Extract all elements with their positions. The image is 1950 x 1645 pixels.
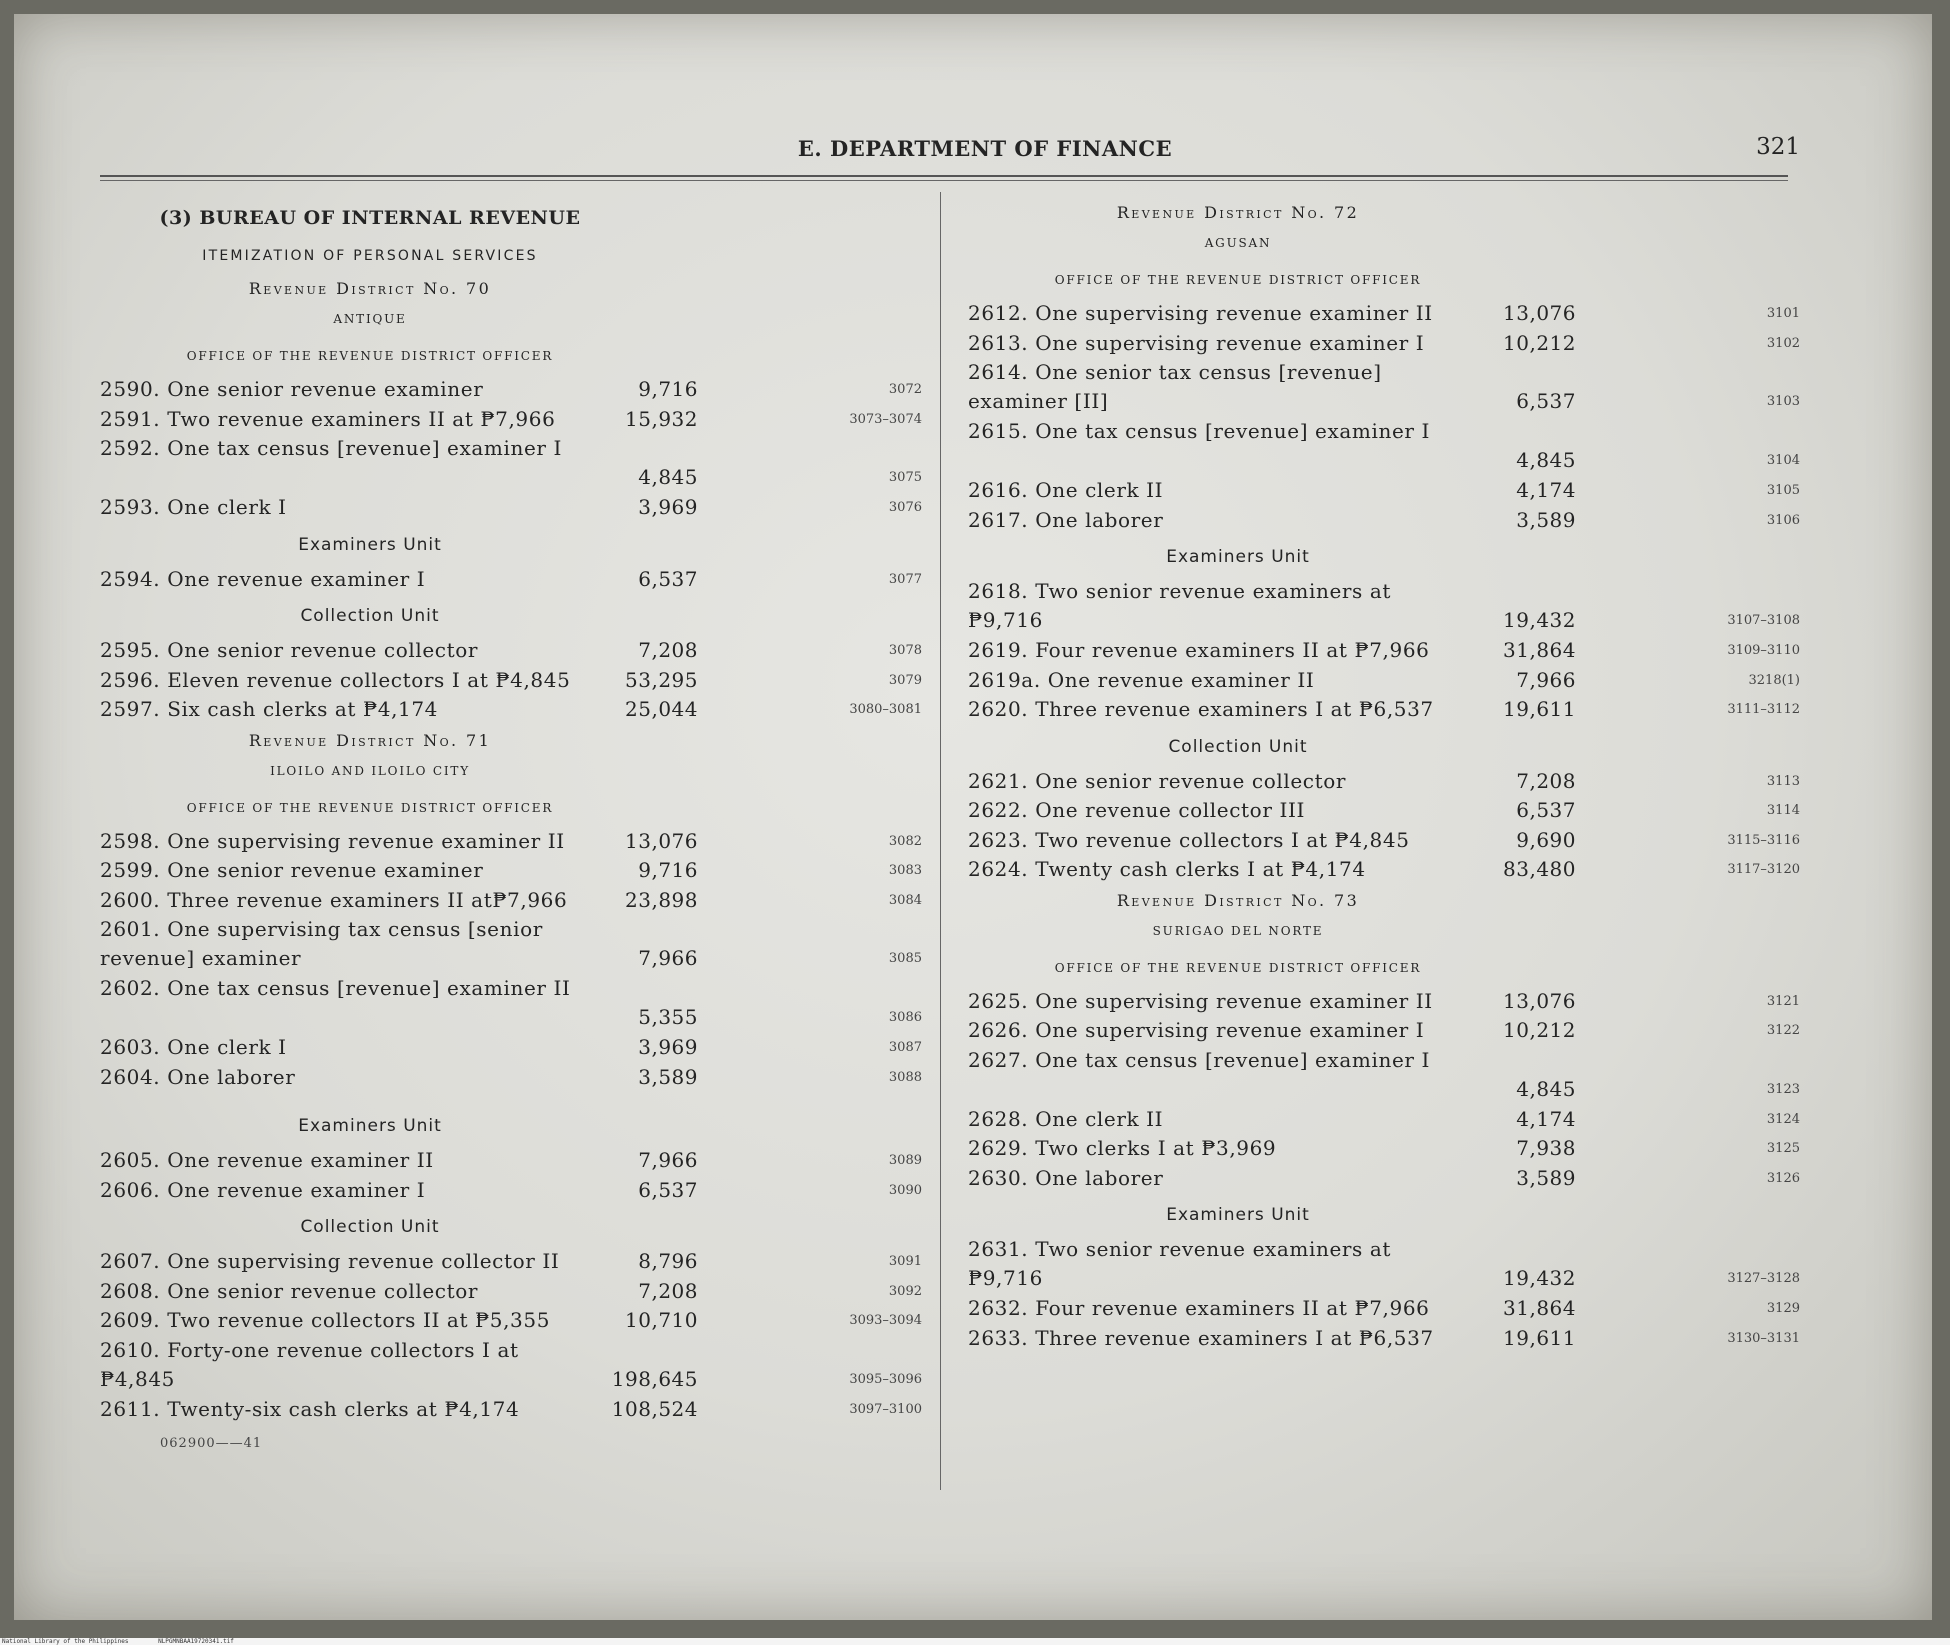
item-description: 2625. One supervising revenue examiner II <box>968 988 1433 1013</box>
item-code: 3089 <box>888 1153 922 1168</box>
item-code: 3092 <box>888 1283 922 1299</box>
item-description: 2614. One senior tax census [revenue] examiner [II] <box>968 360 1382 413</box>
library-credit: National Library of the Philippines <box>2 1638 129 1645</box>
line-item <box>968 417 1800 476</box>
line-item <box>100 434 922 493</box>
line-item <box>968 695 1800 725</box>
item-amount: 3,589 <box>1516 507 1576 532</box>
item-description: 2628. One clerk II <box>968 1106 1164 1131</box>
item-description: 2608. One senior revenue collector <box>100 1278 479 1303</box>
item-amount: 7,938 <box>1516 1136 1576 1160</box>
item-code: 3102 <box>1766 335 1800 351</box>
item-description: 2605. One revenue examiner II <box>100 1148 434 1172</box>
line-item <box>968 636 1800 666</box>
item-description: 2594. One revenue examiner I <box>100 566 426 591</box>
right-column <box>968 197 1800 1353</box>
line-item <box>968 1016 1800 1046</box>
line-item <box>100 856 922 886</box>
item-code: 3113 <box>1766 773 1800 789</box>
line-item <box>100 886 922 916</box>
item-code: 3117–3120 <box>1727 862 1800 877</box>
office-heading: OFFICE OF THE REVENUE DISTRICT OFFICER <box>1054 273 1422 287</box>
item-code: 3121 <box>1766 993 1800 1009</box>
itemization-heading: ITEMIZATION OF PERSONAL SERVICES <box>202 248 538 264</box>
item-code: 3126 <box>1766 1170 1800 1186</box>
print-code: 062900——41 <box>160 1436 263 1451</box>
line-item <box>968 476 1800 506</box>
line-item <box>100 1176 922 1206</box>
district-place: AGUSAN <box>1204 236 1272 250</box>
unit-heading: Examiners Unit <box>1166 1205 1310 1225</box>
line-item <box>100 1247 922 1277</box>
item-description: 2601. One supervising tax census [senior revenue] examiner <box>100 917 543 970</box>
unit-heading: Examiners Unit <box>298 1116 442 1136</box>
item-amount: 7,966 <box>638 1148 698 1172</box>
item-code: 3086 <box>888 1010 922 1025</box>
line-item <box>968 1046 1800 1105</box>
item-description: 2611. Twenty-six cash clerks at ₱4,174 <box>100 1396 520 1421</box>
item-description: 2620. Three revenue examiners I at ₱6,537 <box>968 697 1434 721</box>
item-amount: 10,212 <box>1503 1018 1576 1042</box>
item-description: 2593. One clerk I <box>100 495 287 519</box>
line-item <box>100 565 922 595</box>
line-item <box>100 1336 922 1395</box>
item-description: 2615. One tax census [revenue] examiner I <box>968 419 1430 443</box>
item-description: 2595. One senior revenue collector <box>100 638 479 662</box>
district-heading: Revenue District No. 72 <box>1116 203 1360 222</box>
header-rule <box>100 175 1788 177</box>
line-item <box>100 405 922 435</box>
item-description: 2590. One senior revenue examiner <box>100 377 484 401</box>
item-amount: 198,645 <box>611 1366 698 1391</box>
office-heading: OFFICE OF THE REVENUE DISTRICT OFFICER <box>186 800 554 815</box>
item-code: 3078 <box>888 643 922 658</box>
item-amount: 7,208 <box>638 1278 698 1303</box>
item-code: 3105 <box>1766 483 1800 498</box>
line-item <box>100 1277 922 1307</box>
district-heading: Revenue District No. 71 <box>248 730 492 750</box>
item-code: 3093–3094 <box>849 1313 922 1328</box>
item-amount: 19,611 <box>1503 1325 1576 1350</box>
left-column <box>100 197 922 1451</box>
item-description: 2598. One supervising revenue examiner II <box>100 828 565 853</box>
page-title: E. DEPARTMENT OF FINANCE <box>797 136 1173 161</box>
item-list <box>100 565 922 595</box>
unit-heading: Collection Unit <box>300 606 440 626</box>
item-description: 2600. Three revenue examiners II at₱7,966 <box>100 887 568 912</box>
line-item <box>968 299 1800 329</box>
item-description: 2609. Two revenue collectors II at ₱5,355 <box>100 1308 551 1332</box>
item-list <box>968 577 1800 725</box>
item-list <box>100 375 922 523</box>
line-item <box>968 329 1800 359</box>
item-list <box>100 1146 922 1205</box>
scan-filename: NLPGMNBAA19720341.tif <box>158 1638 234 1645</box>
item-amount: 9,716 <box>638 858 698 882</box>
district-place: ANTIQUE <box>333 312 407 326</box>
line-item <box>968 358 1800 417</box>
item-amount: 3,589 <box>1516 1165 1576 1190</box>
line-item <box>100 1063 922 1093</box>
item-amount: 9,716 <box>638 377 698 401</box>
line-item <box>100 1306 922 1336</box>
item-description: 2633. Three revenue examiners I at ₱6,537 <box>968 1325 1434 1350</box>
item-description: 2604. One laborer <box>100 1064 296 1089</box>
item-description: 2630. One laborer <box>968 1165 1164 1190</box>
item-code: 3072 <box>888 382 922 397</box>
item-description: 2606. One revenue examiner I <box>100 1177 426 1202</box>
item-amount: 7,966 <box>1516 667 1576 692</box>
unit-heading: Collection Unit <box>1168 736 1308 757</box>
item-amount: 13,076 <box>625 828 698 853</box>
item-amount: 25,044 <box>625 697 698 721</box>
line-item <box>100 974 922 1033</box>
line-item <box>968 1105 1800 1135</box>
item-code: 3106 <box>1766 512 1800 528</box>
line-item <box>968 577 1800 636</box>
line-item <box>100 666 922 696</box>
item-code: 3087 <box>888 1040 922 1055</box>
line-item <box>968 1324 1800 1354</box>
item-amount: 19,432 <box>1503 1266 1576 1290</box>
item-description: 2612. One supervising revenue examiner II <box>968 301 1433 325</box>
item-amount: 108,524 <box>611 1396 698 1421</box>
item-code: 3107–3108 <box>1727 613 1800 628</box>
item-amount: 3,969 <box>638 1035 698 1059</box>
unit-heading: Examiners Unit <box>298 534 442 555</box>
page-number: 321 <box>1756 134 1800 160</box>
item-code: 3084 <box>888 892 922 908</box>
office-heading: OFFICE OF THE REVENUE DISTRICT OFFICER <box>186 349 554 363</box>
line-item <box>968 1164 1800 1194</box>
item-amount: 7,966 <box>638 946 698 970</box>
district-place: ILOILO AND ILOILO CITY <box>270 763 470 778</box>
item-description: 2621. One senior revenue collector <box>968 768 1347 793</box>
item-description: 2627. One tax census [revenue] examiner I <box>968 1047 1430 1072</box>
item-description: 2619a. One revenue examiner II <box>968 667 1315 692</box>
item-amount: 23,898 <box>625 887 698 912</box>
item-description: 2603. One clerk I <box>100 1035 287 1059</box>
line-item <box>100 827 922 857</box>
item-code: 3111–3112 <box>1727 702 1800 717</box>
item-code: 3075 <box>888 470 922 485</box>
line-item <box>968 666 1800 696</box>
district-heading: Revenue District No. 73 <box>1116 890 1360 910</box>
item-code: 3080–3081 <box>849 702 922 717</box>
item-amount: 15,932 <box>625 406 698 431</box>
item-code: 3109–3110 <box>1727 643 1800 658</box>
item-amount: 31,864 <box>1503 638 1576 662</box>
item-code: 3090 <box>888 1182 922 1198</box>
item-amount: 5,355 <box>638 1005 698 1029</box>
item-amount: 83,480 <box>1503 857 1576 881</box>
item-amount: 4,174 <box>1516 478 1576 502</box>
item-description: 2602. One tax census [revenue] examiner II <box>100 976 571 1000</box>
item-description: 2596. Eleven revenue collectors I at ₱4,845 <box>100 667 571 692</box>
item-code: 3083 <box>888 863 922 878</box>
item-description: 2631. Two senior revenue examiners at ₱9,716 <box>968 1237 1392 1290</box>
item-description: 2618. Two senior revenue examiners at ₱9,716 <box>968 579 1392 632</box>
item-description: 2617. One laborer <box>968 507 1164 532</box>
line-item <box>100 375 922 405</box>
line-item <box>968 1294 1800 1324</box>
item-list <box>968 767 1800 885</box>
line-item <box>968 1134 1800 1164</box>
item-description: 2629. Two clerks I at ₱3,969 <box>968 1136 1277 1160</box>
item-amount: 9,690 <box>1516 827 1576 852</box>
item-amount: 7,208 <box>638 638 698 662</box>
column-divider <box>940 192 941 1490</box>
item-amount: 10,710 <box>625 1308 698 1332</box>
item-amount: 13,076 <box>1503 988 1576 1013</box>
item-list <box>968 987 1800 1194</box>
line-item <box>968 767 1800 797</box>
item-description: 2624. Twenty cash clerks I at ₱4,174 <box>968 857 1366 881</box>
item-description: 2599. One senior revenue examiner <box>100 858 484 882</box>
item-code: 3079 <box>888 672 922 688</box>
item-code: 3091 <box>888 1254 922 1269</box>
item-code: 3077 <box>888 571 922 587</box>
line-item <box>968 506 1800 536</box>
item-description: 2623. Two revenue collectors I at ₱4,845 <box>968 827 1410 852</box>
item-code: 3124 <box>1766 1111 1800 1127</box>
line-item <box>968 1235 1800 1294</box>
item-list <box>100 1247 922 1424</box>
item-amount: 6,537 <box>638 1177 698 1202</box>
line-item <box>968 855 1800 885</box>
item-code: 3114 <box>1766 803 1800 818</box>
item-amount: 19,432 <box>1503 608 1576 632</box>
item-description: 2591. Two revenue examiners II at ₱7,966 <box>100 406 556 431</box>
item-code: 3123 <box>1766 1081 1800 1097</box>
item-amount: 19,611 <box>1503 697 1576 721</box>
line-item <box>100 1146 922 1176</box>
item-code: 3073–3074 <box>849 411 922 427</box>
item-code: 3130–3131 <box>1727 1330 1800 1346</box>
header-rule-thin <box>100 180 1788 181</box>
district-place: SURIGAO DEL NORTE <box>1152 923 1324 938</box>
item-description: 2626. One supervising revenue examiner I <box>968 1018 1425 1042</box>
item-description: 2622. One revenue collector III <box>968 798 1305 822</box>
line-item <box>100 493 922 523</box>
line-item <box>100 695 922 725</box>
line-item <box>968 987 1800 1017</box>
unit-heading: Collection Unit <box>300 1217 440 1237</box>
item-code: 3082 <box>888 833 922 849</box>
item-code: 3101 <box>1766 306 1800 321</box>
item-code: 3088 <box>888 1069 922 1085</box>
item-amount: 53,295 <box>625 667 698 692</box>
item-code: 3218(1) <box>1748 672 1800 688</box>
item-amount: 6,537 <box>1516 798 1576 822</box>
bureau-heading: (3) BUREAU OF INTERNAL REVENUE <box>159 207 581 229</box>
item-amount: 6,537 <box>1516 389 1576 413</box>
item-amount: 31,864 <box>1503 1296 1576 1320</box>
item-description: 2613. One supervising revenue examiner I <box>968 330 1425 355</box>
item-description: 2592. One tax census [revenue] examiner I <box>100 436 562 460</box>
item-amount: 4,845 <box>1516 1076 1576 1101</box>
item-amount: 3,969 <box>638 495 698 519</box>
line-item <box>100 1033 922 1063</box>
item-amount: 7,208 <box>1516 768 1576 793</box>
item-amount: 13,076 <box>1503 301 1576 325</box>
item-amount: 4,174 <box>1516 1106 1576 1131</box>
item-code: 3125 <box>1766 1141 1800 1156</box>
item-amount: 3,589 <box>638 1064 698 1089</box>
item-code: 3127–3128 <box>1727 1271 1800 1286</box>
unit-heading: Examiners Unit <box>1166 547 1310 567</box>
item-code: 3129 <box>1766 1301 1800 1316</box>
item-amount: 8,796 <box>638 1249 698 1273</box>
item-description: 2632. Four revenue examiners II at ₱7,966 <box>968 1296 1430 1320</box>
item-amount: 6,537 <box>638 566 698 591</box>
item-description: 2616. One clerk II <box>968 478 1164 502</box>
item-list <box>968 1235 1800 1353</box>
line-item <box>968 796 1800 826</box>
scan-footer <box>0 1638 1950 1645</box>
item-list <box>100 636 922 725</box>
item-code: 3122 <box>1766 1023 1800 1038</box>
item-code: 3095–3096 <box>849 1371 922 1387</box>
spacer <box>100 1092 922 1104</box>
district-heading: Revenue District No. 70 <box>248 279 492 298</box>
item-code: 3097–3100 <box>849 1401 922 1417</box>
line-item <box>968 826 1800 856</box>
item-description: 2607. One supervising revenue collector II <box>100 1249 560 1273</box>
line-item <box>100 915 922 974</box>
item-amount: 4,845 <box>1516 448 1576 472</box>
item-code: 3115–3116 <box>1727 832 1800 848</box>
item-code: 3085 <box>888 951 922 966</box>
item-amount: 10,212 <box>1503 330 1576 355</box>
item-description: 2597. Six cash clerks at ₱4,174 <box>100 697 439 721</box>
item-description: 2619. Four revenue examiners II at ₱7,966 <box>968 638 1430 662</box>
item-description: 2610. Forty-one revenue collectors I at ₱4,845 <box>100 1337 519 1391</box>
office-heading: OFFICE OF THE REVENUE DISTRICT OFFICER <box>1054 960 1422 975</box>
item-code: 3104 <box>1766 453 1800 468</box>
item-list <box>100 827 922 1093</box>
item-code: 3103 <box>1766 394 1800 409</box>
line-item <box>100 1395 922 1425</box>
item-code: 3076 <box>888 500 922 515</box>
line-item <box>100 636 922 666</box>
item-amount: 4,845 <box>638 465 698 489</box>
item-list <box>968 299 1800 535</box>
